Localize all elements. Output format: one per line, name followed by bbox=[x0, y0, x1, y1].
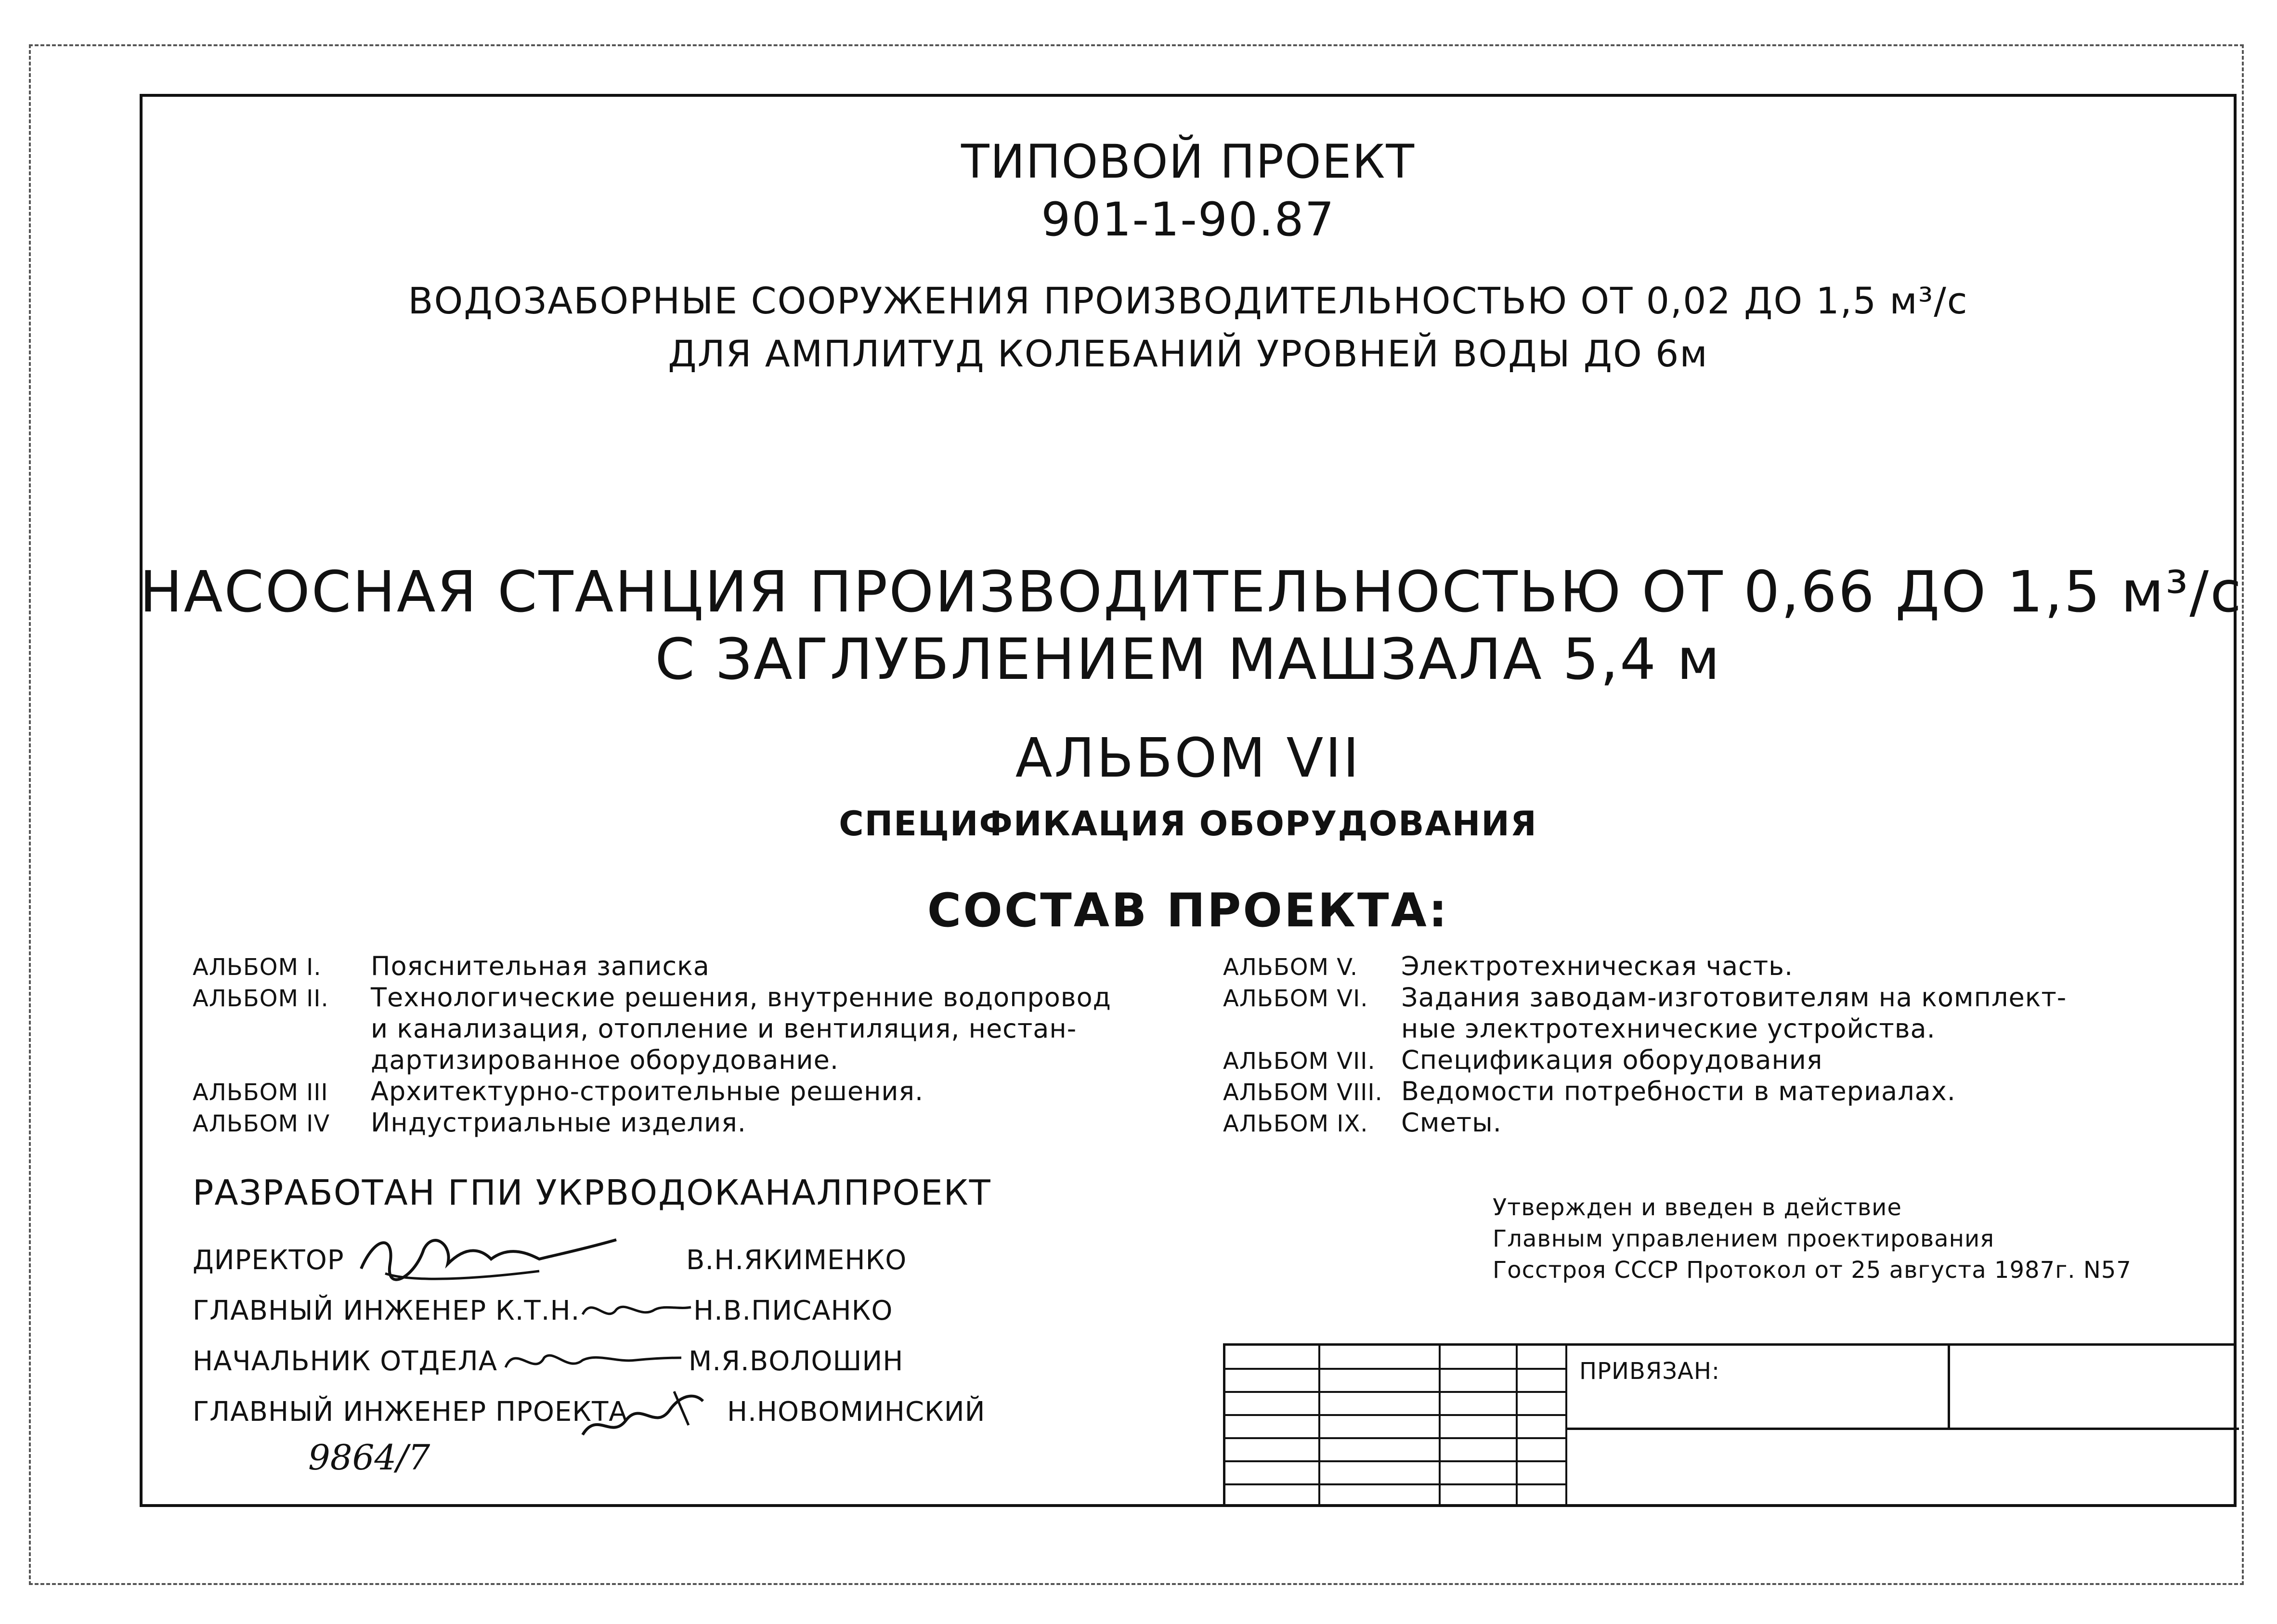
department-head-signature bbox=[501, 1338, 684, 1382]
signature-role: ГЛАВНЫЙ ИНЖЕНЕР ПРОЕКТА bbox=[193, 1396, 628, 1428]
project-number: 901-1-90.87 bbox=[1041, 193, 1335, 247]
album-list-item: АЛЬБОМ I. Пояснительная записка bbox=[193, 951, 710, 981]
project-composition-heading: СОСТАВ ПРОЕКТА: bbox=[927, 883, 1449, 937]
album-list-item: АЛЬБОМ III Архитектурно-строительные решения. bbox=[193, 1076, 924, 1106]
signature-name: М.Я.ВОЛОШИН bbox=[689, 1346, 904, 1377]
approval-line-2: Главным управлением проектирования bbox=[1493, 1225, 1995, 1252]
signature-name: Н.НОВОМИНСКИЙ bbox=[727, 1396, 986, 1428]
subtitle-line-2: ДЛЯ АМПЛИТУД КОЛЕБАНИЙ УРОВНЕЙ ВОДЫ ДО 6м bbox=[668, 332, 1708, 375]
signature-role: НАЧАЛЬНИК ОТДЕЛА bbox=[193, 1346, 498, 1377]
signature-role: ГЛАВНЫЙ ИНЖЕНЕР К.Т.Н. bbox=[193, 1295, 580, 1326]
stamp-divider-vertical bbox=[1948, 1346, 1950, 1428]
album-list-item: АЛЬБОМ VIII. Ведомости потребности в материалах. bbox=[1223, 1076, 1956, 1106]
album-list-item: АЛЬБОМ V. Электротехническая часть. bbox=[1223, 951, 1794, 981]
signature-name: Н.В.ПИСАНКО bbox=[693, 1295, 893, 1326]
inventory-number: 9864/7 bbox=[308, 1437, 430, 1478]
chief-engineer-signature bbox=[578, 1290, 693, 1329]
developer-line: РАЗРАБОТАН ГПИ УКРВОДОКАНАЛПРОЕКТ bbox=[193, 1172, 991, 1213]
album-list-item: АЛЬБОМ IX. Сметы. bbox=[1223, 1107, 1502, 1138]
subtitle-line-1: ВОДОЗАБОРНЫЕ СООРУЖЕНИЯ ПРОИЗВОДИТЕЛЬНОСТЬЮ ОТ 0,02 ДО 1,5 м³/с bbox=[408, 279, 1968, 322]
album-list-item: ные электротехнические устройства. bbox=[1401, 1013, 1936, 1044]
approval-line-3: Госстроя СССР Протокол от 25 августа 1987г. N57 bbox=[1493, 1257, 2132, 1284]
main-title-line-1: НАСОСНАЯ СТАНЦИЯ ПРОИЗВОДИТЕЛЬНОСТЬЮ ОТ 0,66 ДО 1,5 м³/с bbox=[140, 559, 2243, 625]
stamp-divider-horizontal bbox=[1567, 1428, 2239, 1430]
approval-line-1: Утвержден и введен в действие bbox=[1493, 1194, 1902, 1221]
privyazan-label: ПРИВЯЗАН: bbox=[1579, 1358, 1720, 1385]
director-signature bbox=[356, 1225, 626, 1288]
album-spec-title: СПЕЦИФИКАЦИЯ ОБОРУДОВАНИЯ bbox=[839, 804, 1537, 844]
album-list-item: АЛЬБОМ VII. Спецификация оборудования bbox=[1223, 1045, 1823, 1075]
main-title-line-2: С ЗАГЛУБЛЕНИЕМ МАШЗАЛА 5,4 м bbox=[655, 626, 1721, 692]
album-title: АЛЬБОМ VII bbox=[1015, 727, 1361, 790]
album-list-item: АЛЬБОМ IV Индустриальные изделия. bbox=[193, 1107, 746, 1138]
album-list-item: и канализация, отопление и вентиляция, нестан- bbox=[371, 1013, 1077, 1044]
stamp-grid bbox=[1225, 1346, 1567, 1507]
album-list-item: АЛЬБОМ VI. Задания заводам-изготовителям на комплект- bbox=[1223, 982, 2067, 1013]
album-list-item: АЛЬБОМ II. Технологические решения, внутренние водопровод bbox=[193, 982, 1111, 1013]
chief-project-engineer-signature bbox=[578, 1382, 722, 1449]
album-list-item: дартизированное оборудование. bbox=[371, 1045, 839, 1075]
signature-role: ДИРЕКТОР bbox=[193, 1245, 344, 1276]
project-type-title: ТИПОВОЙ ПРОЕКТ bbox=[961, 135, 1416, 189]
signature-name: В.Н.ЯКИМЕНКО bbox=[686, 1245, 907, 1276]
stamp-block bbox=[1223, 1343, 2237, 1507]
